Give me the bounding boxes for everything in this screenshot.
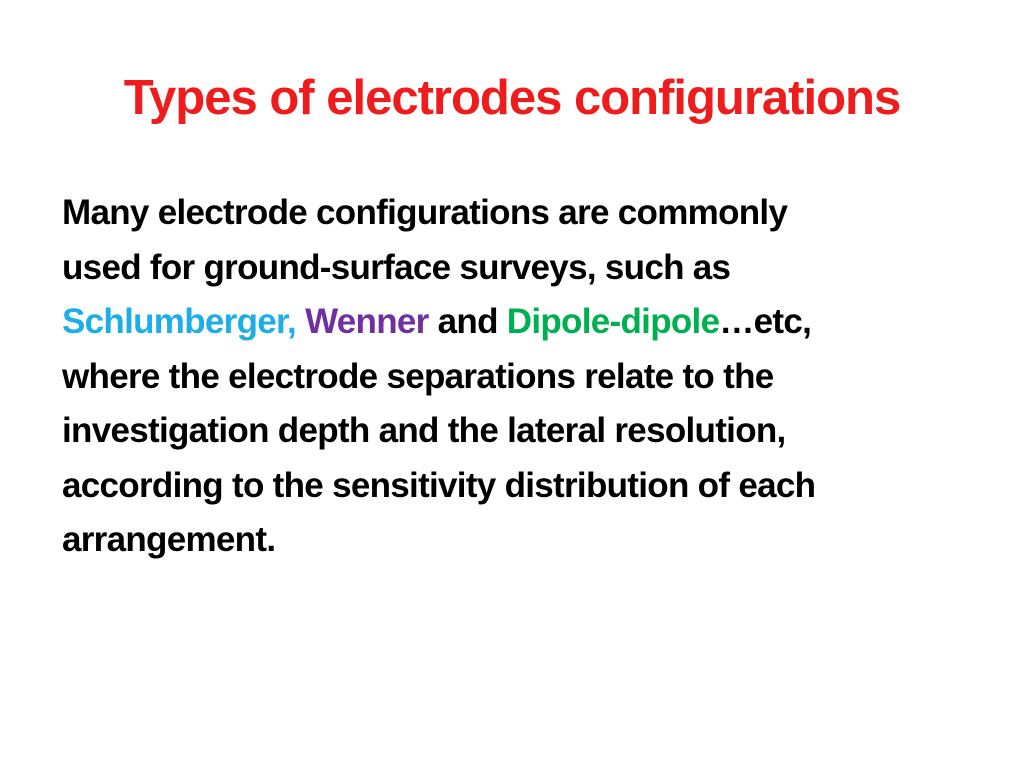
word-and: and — [437, 302, 498, 341]
term-dipole-dipole: Dipole-dipole — [506, 302, 720, 341]
body-line-6: according to the sensitivity distribution of each — [62, 465, 816, 505]
slide-title: Types of electrodes configurations — [123, 71, 901, 125]
body-line-7: arrangement. — [62, 520, 276, 559]
slide-body-text — [62, 186, 972, 568]
body-line-1: Many electrode configurations are commonly — [62, 193, 788, 232]
text-etc: …etc, — [719, 302, 812, 341]
term-wenner: Wenner — [305, 302, 429, 341]
body-line-2: used for ground-surface surveys, such as — [62, 247, 731, 287]
body-line-3 — [62, 295, 972, 350]
term-schlumberger: Schlumberger, — [62, 302, 297, 341]
body-line-5: investigation depth and the lateral resolution, — [62, 411, 786, 450]
body-line-4: where the electrode separations relate to the — [62, 356, 774, 396]
